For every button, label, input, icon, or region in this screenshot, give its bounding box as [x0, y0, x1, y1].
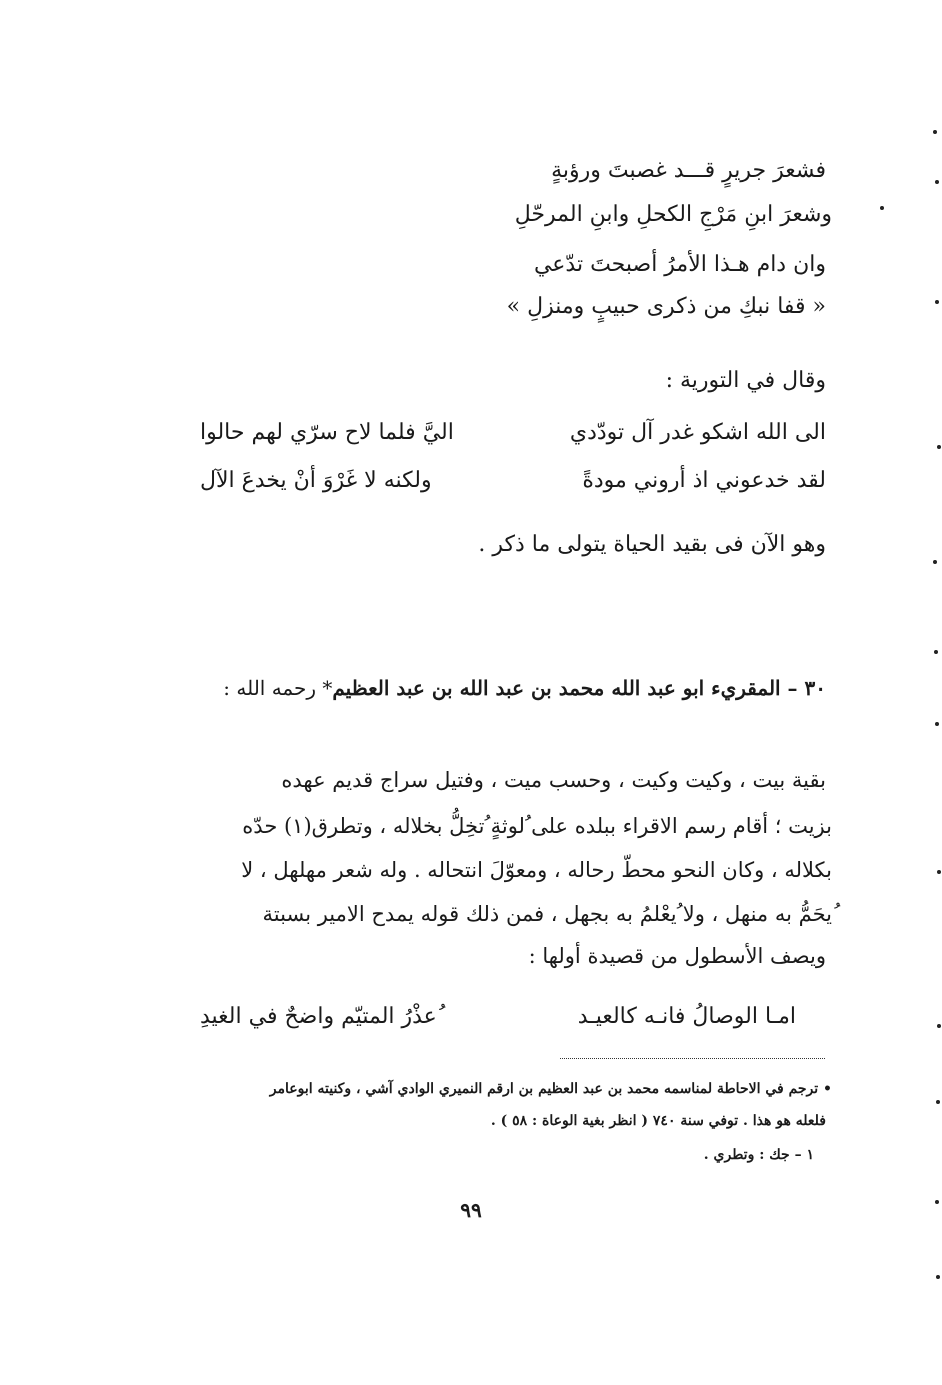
margin-speck	[937, 1024, 941, 1028]
footnote-line-3: ١ – جك : وتطري .	[703, 1147, 814, 1163]
margin-speck	[880, 206, 884, 210]
tawriya-verse-1-first: الى الله اشكو غدر آل تودّدي	[569, 420, 826, 445]
margin-speck	[935, 300, 939, 304]
margin-speck	[936, 1100, 940, 1104]
poem-line-3: وان دام هـذا الأمرُ أصبحتَ تدّعي	[533, 252, 826, 277]
margin-speck	[933, 130, 937, 134]
tawriya-verse-1-second: اليَّ فلما لاح سرّي لهم حالوا	[200, 420, 454, 445]
paragraph-line-3: بكلاله ، وكان النحو محطّ رحاله ، ومعوّلَ انتحاله . وله شعر مهلهل ، لا	[241, 858, 832, 882]
paragraph-line-5: ويصف الأسطول من قصيدة أولها :	[528, 944, 826, 968]
entry-heading	[223, 678, 826, 698]
paragraph-line-1: بقية بيت ، وكيت وكيت ، وحسب ميت ، وفتيل سراج قديم عهده	[281, 768, 826, 792]
margin-speck	[935, 180, 939, 184]
entry-heading-tail: * رحمه الله :	[223, 676, 333, 700]
margin-speck	[935, 1200, 939, 1204]
poem-line-1: فشعرَ جريرٍ قـــد غصبتَ ورؤبةٍ	[551, 158, 826, 183]
poem-line-2: وشعرَ ابنِ مَرْجِ الكحلِ وابنِ المرحّلِ	[514, 202, 832, 227]
entry-verse-first: امـا الوصالُ فانـه كالعيـد	[577, 1004, 796, 1029]
tawriya-verse-2	[200, 470, 826, 492]
entry-verse-second: ُعذْرُ المتيّم واضحٌ في الغيدِ	[200, 1004, 437, 1029]
tawriya-verse-1	[200, 422, 826, 444]
paragraph-line-2: بزيت ؛ أقام رسم الاقراء ببلده على ُلوثةٍ ُتخِلُّ بخلاله ، وتطرق(١) حدّه	[242, 814, 832, 838]
margin-speck	[937, 870, 941, 874]
margin-speck	[935, 722, 939, 726]
footnote-line-2: فلعله هو هذا . توفي سنة ٧٤٠ ( انظر بغية الوعاة : ٥٨ ) .	[490, 1113, 826, 1129]
tawriya-intro: وقال في التورية :	[665, 368, 826, 393]
margin-speck	[934, 650, 938, 654]
tawriya-verse-2-first: لقد خدعوني اذ أروني مودةً	[582, 468, 826, 493]
footnote-line-1: • ترجم في الاحاطة لمناسمه محمد بن عبد العظيم بن ارقم النميري الوادي آشي ، وكنيته ابوعامر	[269, 1081, 832, 1097]
margin-speck	[937, 445, 941, 449]
margin-speck	[936, 1275, 940, 1279]
tawriya-verse-2-second: ولكنه لا غَرْوَ أنْ يخدعَ الآل	[200, 468, 432, 493]
margin-speck	[933, 560, 937, 564]
poem-line-4: « قفا نبكِ من ذكرى حبيبٍ ومنزلِ »	[506, 294, 826, 319]
paragraph-line-4: ُيحَمُّ به منهل ، ولا ُيعْلمُ به بجهل ، فمن ذلك قوله يمدح الامير بسبتة	[262, 902, 832, 926]
page-number: ٩٩	[460, 1198, 482, 1222]
entry-heading-title: ٣٠ – المقريء ابو عبد الله محمد بن عبد الله بن عبد العظيم	[332, 676, 826, 700]
entry-verse	[200, 1006, 796, 1028]
footnote-divider	[560, 1058, 825, 1059]
tawriya-closing: وهو الآن فى بقيد الحياة يتولى ما ذكر .	[478, 532, 826, 557]
